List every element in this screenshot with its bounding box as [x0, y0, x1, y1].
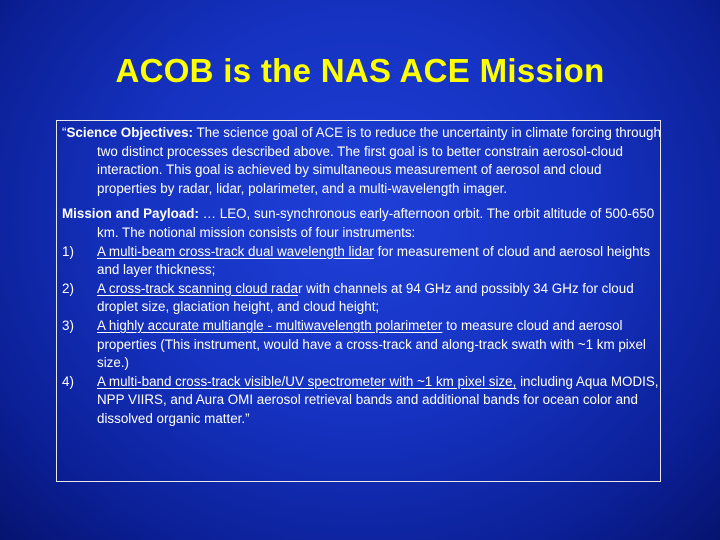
science-objectives-text: The science goal of ACE is to reduce the uncertainty in climate forcing through two distinct processes described above. The first goal is to better constrain aerosol-cloud interaction. This goal is achieved by simultaneous measurement of aerosol and cloud properties by radar, lidar, polarimeter, and a multi-wavelength imager. — [97, 125, 661, 196]
item-number: 1) — [62, 243, 74, 259]
instrument-name: A multi-beam cross-track dual wavelength lidar — [97, 243, 374, 259]
item-number: 2) — [62, 280, 74, 296]
instrument-item-2 — [62, 280, 662, 317]
instrument-item-1 — [62, 243, 662, 280]
instrument-item-3 — [62, 317, 662, 373]
instrument-name: A highly accurate multiangle - multiwavelength polarimeter — [97, 317, 443, 333]
item-number: 3) — [62, 317, 74, 333]
mission-payload-heading: Mission and Payload: — [62, 206, 199, 222]
instrument-description: r with channels at 94 GHz and possibly 34 GHz for cloud droplet size, glaciation height, and cloud height; — [97, 280, 634, 315]
science-objectives-heading: Science Objectives: — [66, 125, 193, 140]
instrument-item-4 — [62, 373, 662, 429]
open-quote: “ — [62, 125, 67, 140]
instrument-description: including Aqua MODIS, NPP VIIRS, and Aura OMI aerosol retrieval bands and additional bands for ocean color and dissolved organic matter.” — [97, 373, 659, 426]
item-number: 4) — [62, 373, 74, 389]
instrument-description: for measurement of cloud and aerosol heights and layer thickness; — [97, 243, 651, 278]
slide-body — [62, 124, 662, 429]
science-objectives-paragraph — [62, 124, 662, 198]
instrument-name: A cross-track scanning cloud rada — [97, 280, 298, 296]
instrument-name: A multi-band cross-track visible/UV spectrometer with ~1 km pixel size, — [97, 373, 517, 389]
mission-payload-text: … LEO, sun-synchronous early-afternoon orbit. The orbit altitude of 500-650 km. The notional mission consists of four instruments: — [97, 206, 655, 240]
instrument-description: to measure cloud and aerosol properties (This instrument, would have a cross-track and along-track swath with ~1 km pixel size.) — [97, 317, 646, 371]
mission-payload-paragraph — [62, 205, 662, 242]
slide-title: ACOB is the NAS ACE Mission — [115, 52, 605, 89]
